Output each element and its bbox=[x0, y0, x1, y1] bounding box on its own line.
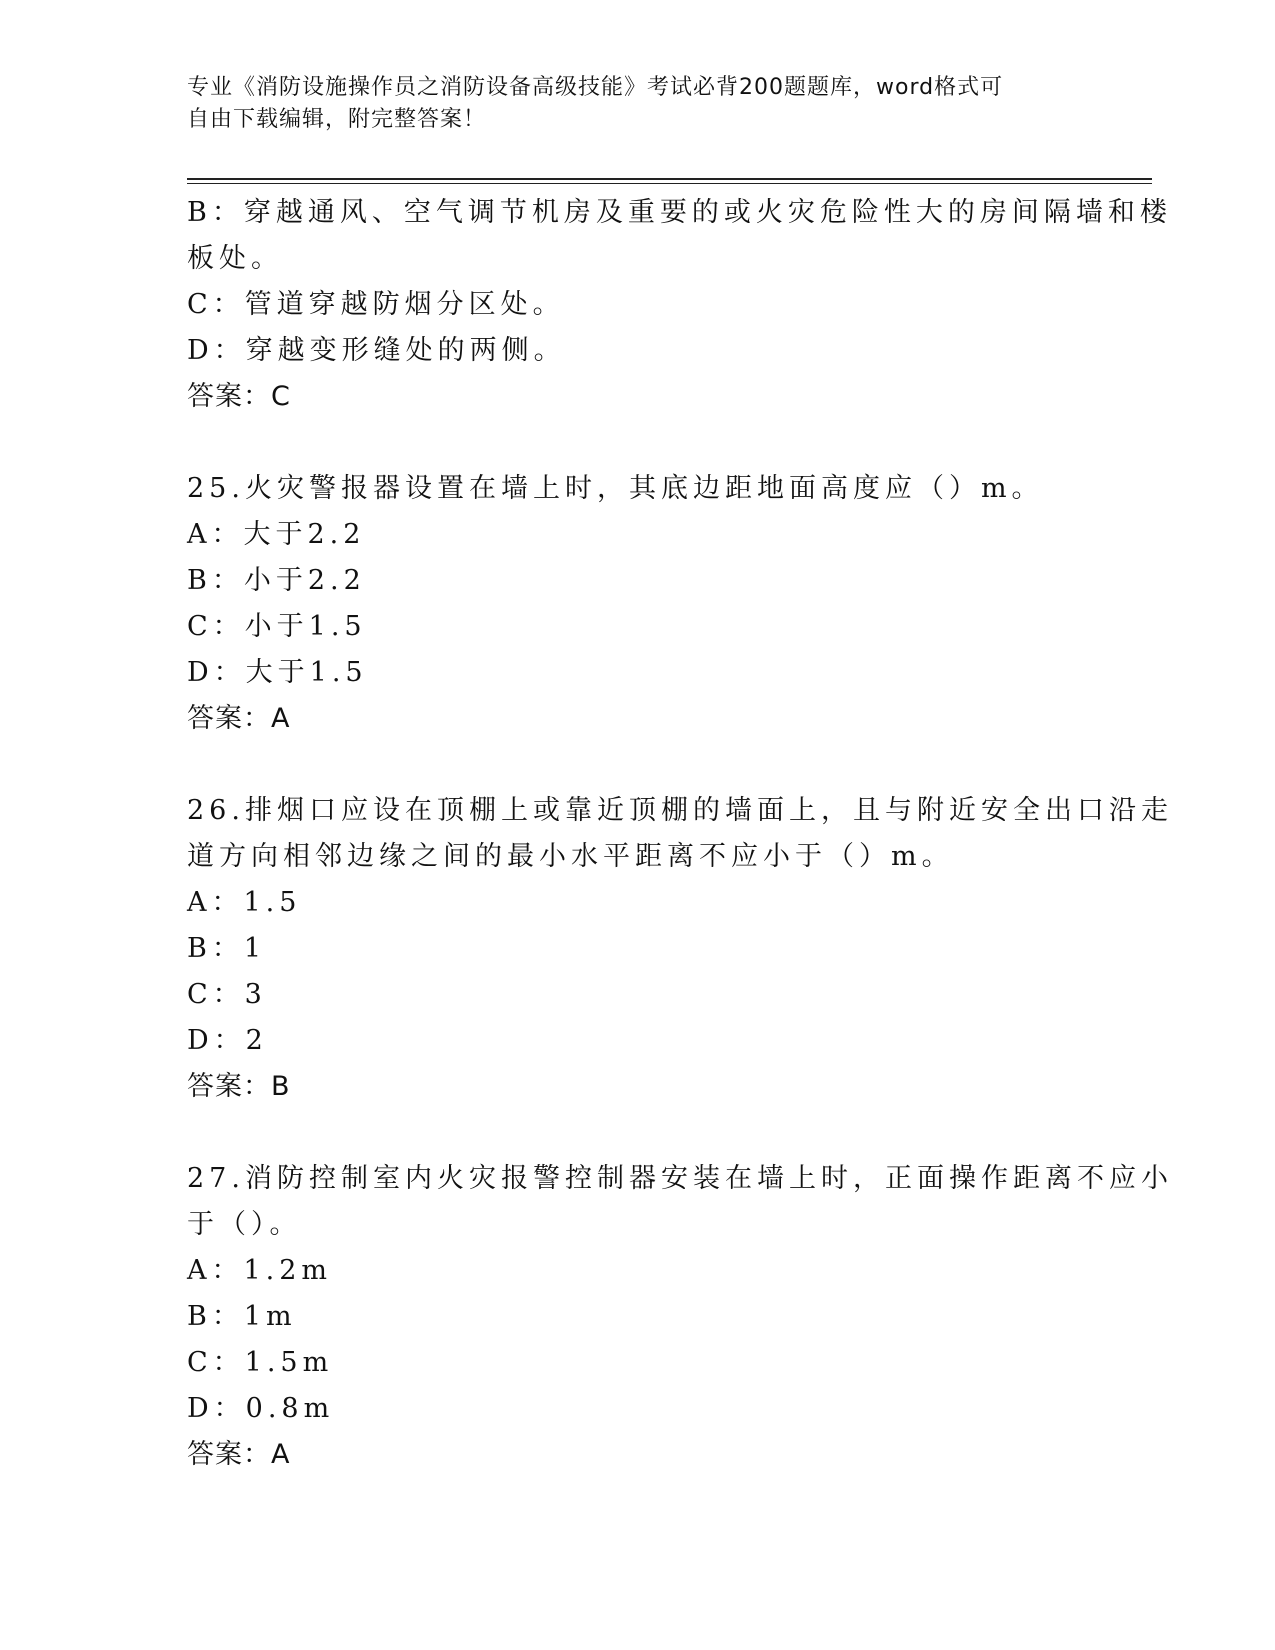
document-header bbox=[187, 72, 1067, 136]
option-c: C：管道穿越防烟分区处。 bbox=[187, 289, 565, 320]
option-d: D：2 bbox=[187, 1025, 268, 1056]
answer-text: 答案：C bbox=[187, 381, 291, 412]
option-b-line-2: 板处。 bbox=[187, 243, 283, 274]
question-stem-line: 25.火灾警报器设置在墙上时，其底边距地面高度应（）m。 bbox=[187, 473, 1044, 504]
option-a: A：1.2m bbox=[187, 1255, 333, 1286]
option-c: C：1.5m bbox=[187, 1347, 334, 1378]
question-block-26 bbox=[187, 788, 1173, 1110]
option-a: A：1.5 bbox=[187, 887, 302, 918]
header-rule-thick bbox=[187, 178, 1152, 180]
spacer bbox=[187, 1110, 1087, 1156]
option-c: C：小于1.5 bbox=[187, 611, 367, 642]
option-b: B：1m bbox=[187, 1301, 297, 1332]
option-b: B：1 bbox=[187, 933, 267, 964]
option-a: A：大于2.2 bbox=[187, 519, 366, 550]
spacer bbox=[187, 742, 1087, 788]
option-d: D：0.8m bbox=[187, 1393, 335, 1424]
question-stem-line: 道方向相邻边缘之间的最小水平距离不应小于（）m。 bbox=[187, 841, 954, 872]
previous-question-block bbox=[187, 190, 1172, 420]
option-d: D：穿越变形缝处的两侧。 bbox=[187, 335, 566, 366]
answer-text: 答案：B bbox=[187, 1071, 291, 1102]
answer-text: 答案：A bbox=[187, 703, 291, 734]
header-line-2: 自由下载编辑，附完整答案！ bbox=[187, 107, 487, 132]
option-c: C：3 bbox=[187, 979, 267, 1010]
answer-text: 答案：A bbox=[187, 1439, 291, 1470]
option-b-line-1: B：穿越通风、空气调节机房及重要的或火灾危险性大的房间隔墙和楼 bbox=[187, 197, 1172, 228]
option-b: B：小于2.2 bbox=[187, 565, 366, 596]
option-d: D：大于1.5 bbox=[187, 657, 368, 688]
header-line-1: 专业《消防设施操作员之消防设备高级技能》考试必背200题题库，word格式可 bbox=[187, 75, 1004, 100]
question-content bbox=[187, 190, 1173, 1478]
spacer bbox=[187, 420, 1087, 466]
question-stem-line: 26.排烟口应设在顶棚上或靠近顶棚的墙面上，且与附近安全出口沿走 bbox=[187, 795, 1173, 826]
question-block-27 bbox=[187, 1156, 1173, 1478]
header-rule-thin bbox=[187, 183, 1152, 184]
question-stem-line: 于（）。 bbox=[187, 1209, 302, 1240]
question-stem-line: 27.消防控制室内火灾报警控制器安装在墙上时，正面操作距离不应小 bbox=[187, 1163, 1173, 1194]
question-block-25 bbox=[187, 466, 1087, 742]
